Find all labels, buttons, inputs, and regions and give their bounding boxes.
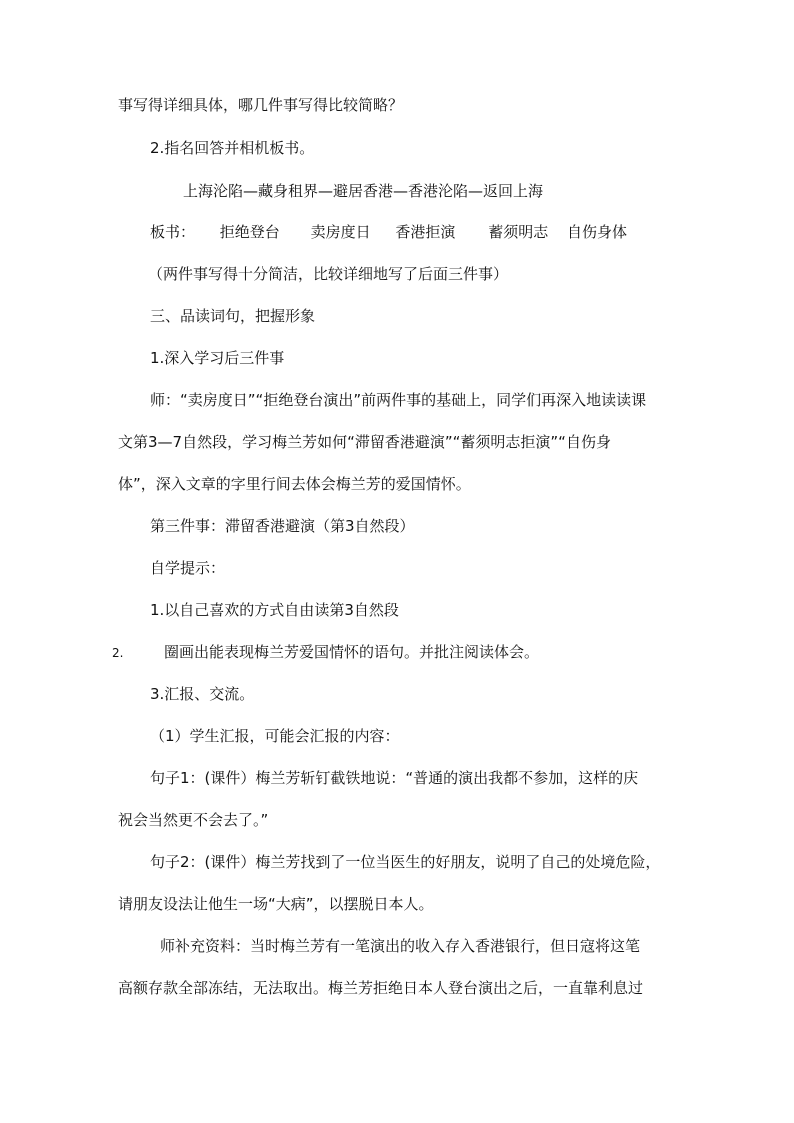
paragraph-line: 文第3—7自然段，学习梅兰芳如何“滞留香港避演”“蓄须明志拒演”“自伤身 [118, 433, 611, 451]
sub-item: （1）学生汇报，可能会汇报的内容： [150, 727, 400, 745]
paragraph-line: 师补充资料：当时梅兰芳有一笔演出的收入存入香港银行，但日寇将这笔 [160, 937, 641, 955]
quote-line: 句子1：(课件）梅兰芳斩钉截铁地说：“普通的演出我都不参加，这样的庆 [150, 769, 639, 787]
step-heading: 1.深入学习后三件事 [150, 349, 285, 367]
blackboard-item: 蓄须明志 [488, 223, 549, 241]
blackboard-item: 卖房度日 [310, 223, 371, 241]
paragraph-line: 体”，深入文章的字里行间去体会梅兰芳的爱国情怀。 [118, 475, 471, 493]
blackboard-item: 自伤身体 [566, 223, 627, 241]
section-heading: 三、品读词句，把握形象 [150, 307, 316, 325]
quote-line: 请朋友设法让他生一场“大病”，以摆脱日本人。 [118, 895, 434, 913]
list-item-number: 2. [112, 646, 124, 660]
paragraph-line: 师：“卖房度日”“拒绝登台演出”前两件事的基础上，同学们再深入地读读课 [150, 391, 647, 409]
list-item: 1.以自己喜欢的方式自由读第3自然段 [150, 601, 399, 619]
timeline-sequence: 上海沦陷—藏身租界—避居香港—香港沦陷—返回上海 [183, 182, 544, 200]
prompt-heading: 自学提示： [150, 559, 226, 577]
blackboard-item: 拒绝登台 [219, 223, 280, 241]
note-line: （两件事写得十分简洁，比较详细地写了后面三件事） [148, 265, 509, 283]
blackboard-item: 香港拒演 [395, 223, 456, 241]
quote-line: 句子2：(课件）梅兰芳找到了一位当医生的好朋友，说明了自己的处境危险， [150, 853, 661, 871]
blackboard-label: 板书： [150, 223, 196, 241]
blackboard-summary [150, 221, 627, 243]
paragraph-line: 事写得详细具体，哪几件事写得比较简略？ [118, 96, 404, 114]
subsection-heading: 第三件事：滞留香港避演（第3自然段） [150, 517, 415, 535]
list-item: 3.汇报、交流。 [150, 685, 255, 703]
quote-line: 祝会当然更不会去了。” [118, 811, 269, 829]
list-item: 圈画出能表现梅兰芳爱国情怀的语句。并批注阅读体会。 [164, 643, 540, 661]
step-heading: 2.指名回答并相机板书。 [150, 139, 315, 157]
paragraph-line: 高额存款全部冻结，无法取出。梅兰芳拒绝日本人登台演出之后，一直靠利息过 [118, 979, 644, 997]
